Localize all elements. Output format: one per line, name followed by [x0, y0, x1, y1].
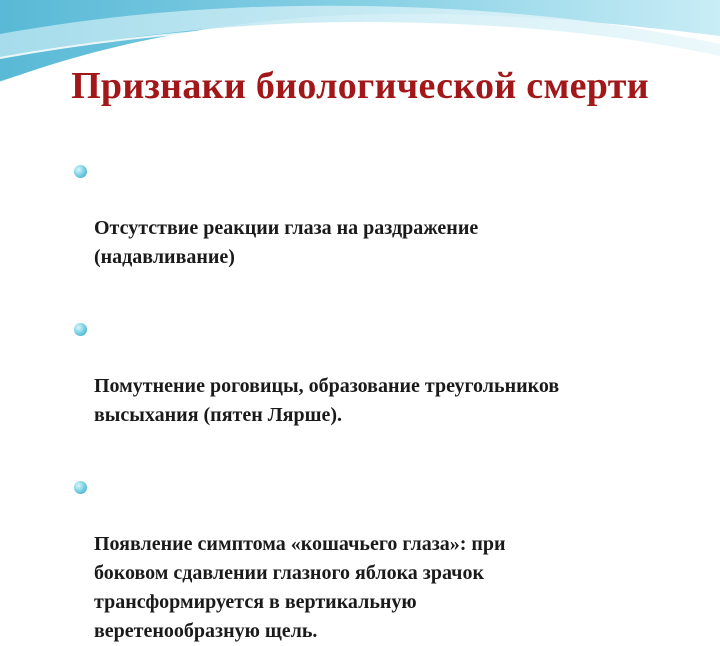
bullet-list: [74, 156, 674, 646]
circle-bullet-icon: [74, 323, 87, 336]
circle-bullet-icon: [74, 481, 87, 494]
list-item: [74, 314, 674, 430]
list-item: [74, 156, 674, 272]
page-title: Признаки биологической смерти: [71, 65, 649, 107]
list-item-text: Помутнение роговицы, образование треугольников высыхания (пятен Лярше).: [94, 375, 560, 426]
circle-bullet-icon: [74, 165, 87, 178]
list-item-text: Отсутствие реакции глаза на раздражение (надавливание): [94, 217, 479, 268]
list-item-text: Появление симптома «кошачьего глаза»: при боковом сдавлении глазного яблока зрачок трансформируется в вертикальную веретенообразную щель.: [94, 533, 506, 642]
list-item: [74, 472, 674, 646]
